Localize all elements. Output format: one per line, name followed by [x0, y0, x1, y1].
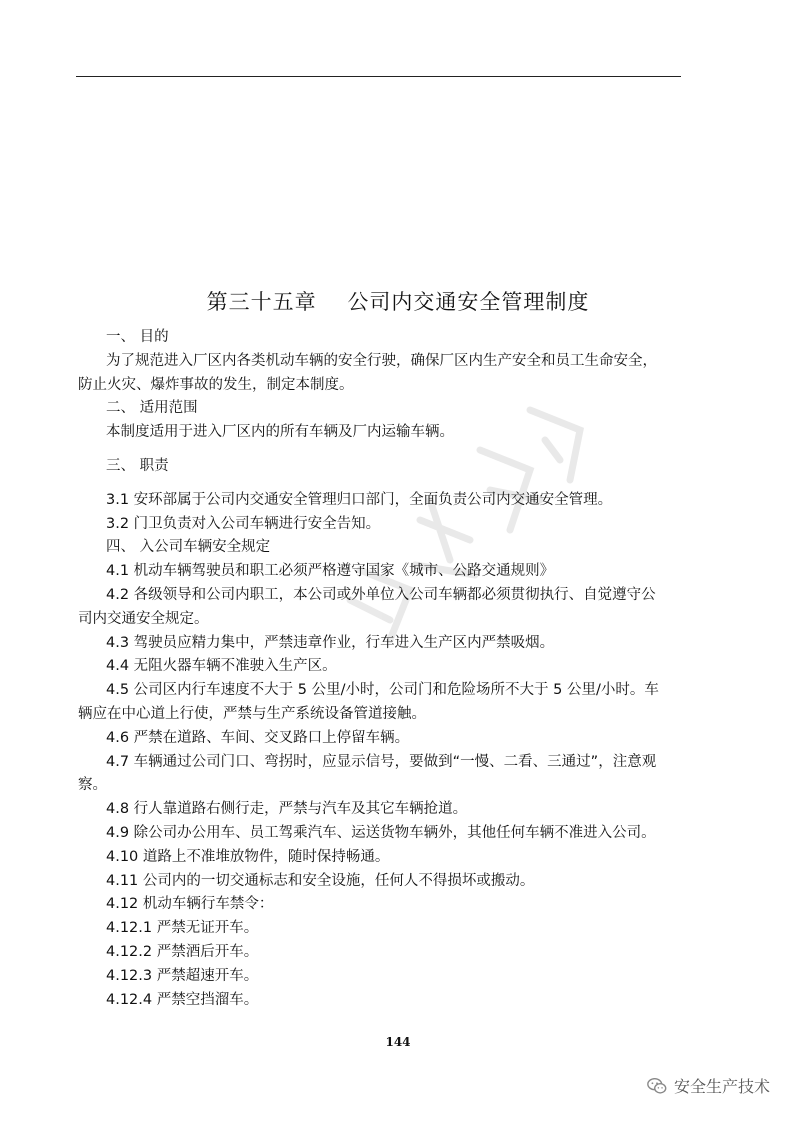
- rule-4-6: 4.6 严禁在道路、车间、交叉路口上停留车辆。: [106, 729, 410, 746]
- rule-4-5-line2: 辆应在中心道上行使，严禁与生产系统设备管道接触。: [78, 705, 426, 722]
- rule-4-2-line1: 4.2 各级领导和公司内职工，本公司或外单位入公司车辆都必须贯彻执行、自觉遵守公: [106, 586, 656, 603]
- rule-4-9: 4.9 除公司办公用车、员工驾乘汽车、运送货物车辆外，其他任何车辆不准进入公司。: [106, 824, 656, 841]
- rule-3-2: 3.2 门卫负责对入公司车辆进行安全告知。: [106, 515, 381, 532]
- wechat-account-badge: [646, 1074, 770, 1097]
- rule-4-7-line1: 4.7 车辆通过公司门口、弯拐时，应显示信号，要做到“一慢、二看、三通过”，注意观: [106, 753, 657, 770]
- wechat-account-name: 安全生产技术: [673, 1077, 770, 1096]
- scope-paragraph: 本制度适用于进入厂区内的所有车辆及厂内运输车辆。: [106, 424, 454, 441]
- rule-4-3: 4.3 驾驶员应精力集中，严禁违章作业，行车进入生产区内严禁吸烟。: [106, 634, 555, 651]
- rule-4-4: 4.4 无阻火器车辆不准驶入生产区。: [106, 658, 337, 675]
- purpose-paragraph-line1: 为了规范进入厂区内各类机动车辆的安全行驶，确保厂区内生产安全和员工生命安全，: [106, 352, 657, 369]
- document-body: [78, 326, 728, 1012]
- section-heading-scope: 二、 适用范围: [106, 400, 198, 417]
- rule-4-11: 4.11 公司内的一切交通标志和安全设施，任何人不得损坏或搬动。: [106, 872, 535, 889]
- rule-4-12-2: 4.12.2 严禁酒后开车。: [106, 943, 259, 960]
- rule-4-12: 4.12 机动车辆行车禁令：: [106, 896, 274, 913]
- page-number: 144: [385, 1035, 411, 1049]
- rule-4-10: 4.10 道路上不准堆放物件，随时保持畅通。: [106, 848, 390, 865]
- rule-4-12-1: 4.12.1 严禁无证开车。: [106, 920, 259, 937]
- section-heading-vehicle-rules: 四、 入公司车辆安全规定: [106, 539, 271, 556]
- rule-4-2-line2: 司内交通安全规定。: [78, 610, 209, 627]
- section-heading-purpose: 一、 目的: [106, 329, 169, 345]
- header-rule: [76, 76, 681, 77]
- rule-4-8: 4.8 行人靠道路右侧行走，严禁与汽车及其它车辆抢道。: [106, 801, 468, 818]
- rule-4-12-4: 4.12.4 严禁空挡溜车。: [106, 991, 259, 1008]
- chapter-title: 第三十五章 公司内交通安全管理制度: [206, 290, 590, 314]
- wechat-icon: [646, 1075, 668, 1097]
- rule-4-7-line2: 察。: [78, 777, 107, 794]
- rule-4-12-3: 4.12.3 严禁超速开车。: [106, 967, 259, 984]
- rule-4-5-line1: 4.5 公司区内行车速度不大于 5 公里/小时，公司门和危险场所不大于 5 公里/小时。车: [106, 682, 659, 699]
- purpose-paragraph-line2: 防止火灾、爆炸事故的发生，制定本制度。: [78, 376, 354, 393]
- rule-3-1: 3.1 安环部属于公司内交通安全管理归口部门，全面负责公司内交通安全管理。: [106, 491, 613, 508]
- section-heading-responsibilities: 三、 职责: [106, 457, 169, 474]
- rule-4-1: 4.1 机动车辆驾驶员和职工必须严格遵守国家《城市、公路交通规则》: [106, 563, 555, 580]
